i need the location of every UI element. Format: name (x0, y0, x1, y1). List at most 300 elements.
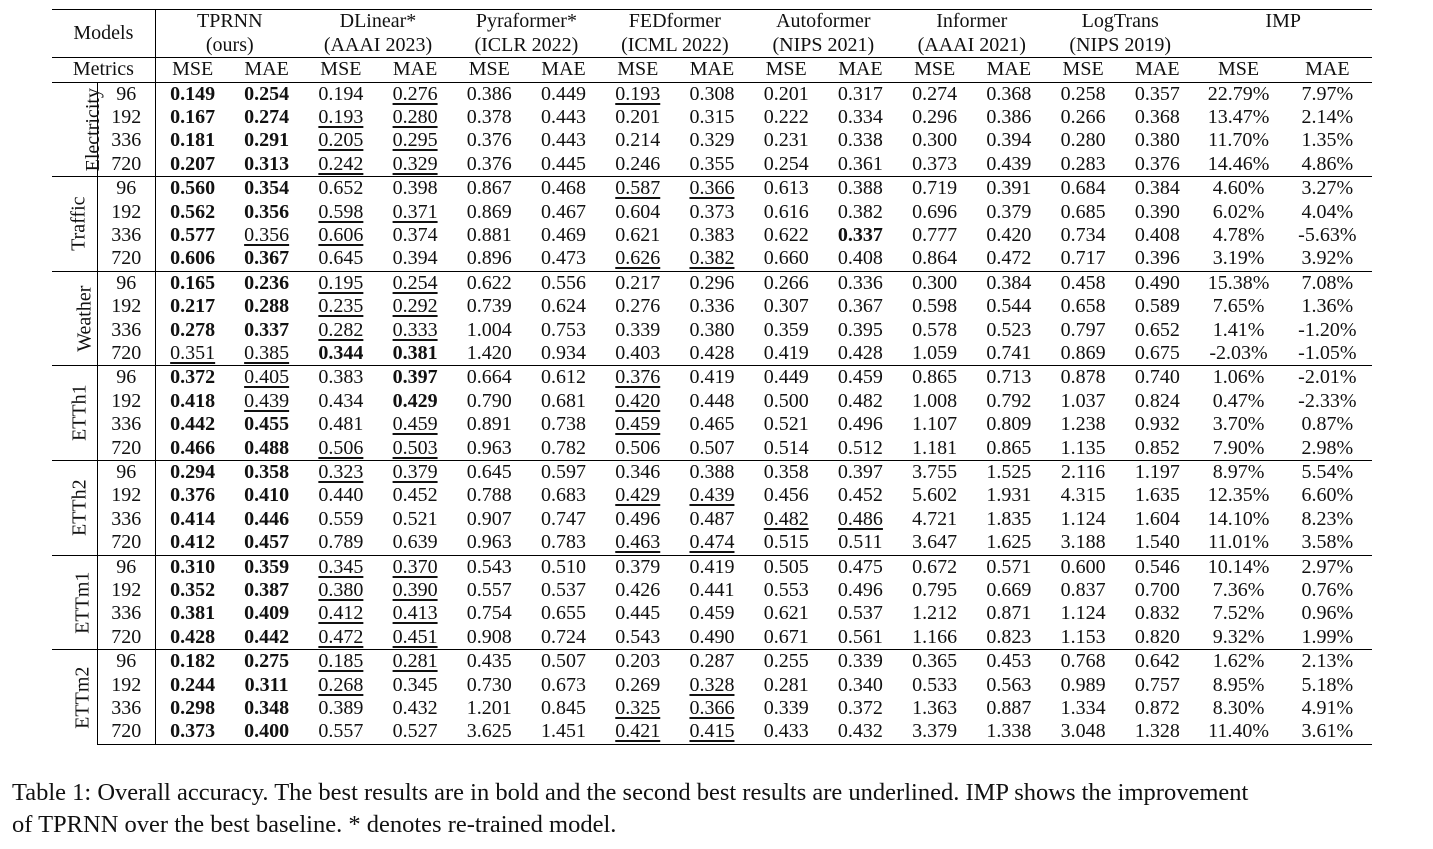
value-cell (823, 319, 897, 342)
value-cell (1194, 697, 1282, 720)
table-row (52, 555, 1372, 579)
value-cell (675, 129, 749, 152)
value: 0.368 (986, 82, 1032, 105)
value-cell (230, 650, 304, 674)
value: 3.27% (1301, 177, 1354, 200)
second-best-value: 0.626 (615, 247, 661, 270)
value: 0.258 (1060, 82, 1106, 105)
best-value: 0.488 (244, 436, 290, 459)
value-cell (1120, 602, 1194, 625)
value-cell (452, 602, 526, 625)
value: 0.683 (541, 484, 587, 507)
value-cell (1120, 484, 1194, 507)
value: 0.443 (541, 129, 587, 152)
value-cell (749, 555, 823, 579)
value: 0.339 (837, 650, 883, 673)
value-cell (230, 153, 304, 177)
value-cell (675, 555, 749, 579)
value: 0.394 (986, 129, 1032, 152)
value-cell (823, 508, 897, 531)
value-cell (155, 413, 229, 436)
table-row (52, 106, 1372, 129)
value-cell (972, 461, 1046, 485)
value-cell (230, 295, 304, 318)
value: 0.388 (689, 461, 735, 483)
horizon-cell: 720 (97, 247, 155, 271)
model-header: FEDformer (ICML 2022) (601, 10, 749, 58)
value: 0.217 (615, 271, 661, 294)
value: 2.97% (1301, 555, 1354, 578)
value-cell (1046, 247, 1120, 271)
model-header: TPRNN (ours) (155, 10, 303, 58)
value: 0.287 (689, 650, 735, 673)
table-row (52, 201, 1372, 224)
second-best-value: 0.242 (318, 152, 364, 175)
value: 0.396 (1134, 247, 1180, 270)
value: 14.10% (1207, 507, 1270, 530)
value: 7.90% (1212, 436, 1265, 459)
best-value: 0.381 (392, 341, 438, 364)
value: 3.61% (1301, 720, 1354, 743)
value-cell (526, 413, 600, 436)
value-cell (1120, 531, 1194, 555)
model-header: Informer (AAAI 2021) (898, 10, 1046, 58)
value-cell (601, 271, 675, 295)
value-cell (898, 579, 972, 602)
value-cell (972, 153, 1046, 177)
value: 0.510 (541, 555, 587, 578)
value-cell (1120, 201, 1194, 224)
value-cell (898, 153, 972, 177)
value: 0.717 (1060, 247, 1106, 270)
value: 0.435 (466, 650, 512, 673)
value: 0.432 (837, 720, 883, 743)
second-best-value: 0.205 (318, 129, 364, 152)
metric-header: MAE (823, 58, 897, 83)
value-cell (452, 531, 526, 555)
value: 0.397 (837, 461, 883, 483)
value-cell (1194, 177, 1282, 201)
value-cell (601, 531, 675, 555)
value: 0.669 (986, 579, 1032, 602)
value-cell (823, 153, 897, 177)
value: 0.433 (763, 720, 809, 743)
best-value: 0.356 (244, 200, 290, 223)
value-cell (675, 720, 749, 744)
second-best-value: 0.281 (392, 650, 438, 673)
second-best-value: 0.587 (615, 177, 661, 200)
value: 0.559 (318, 507, 364, 530)
value-cell (972, 106, 1046, 129)
value-cell (1120, 106, 1194, 129)
second-best-value: 0.328 (689, 673, 735, 696)
value: 0.490 (1134, 271, 1180, 294)
value-cell (601, 177, 675, 201)
second-best-value: 0.235 (318, 295, 364, 318)
value-cell (378, 319, 452, 342)
value-cell (1194, 106, 1282, 129)
value-cell (526, 106, 600, 129)
value: 4.86% (1301, 152, 1354, 175)
value: 0.300 (912, 129, 958, 152)
value-cell (304, 555, 378, 579)
value: 3.92% (1301, 247, 1354, 270)
value: 0.738 (541, 413, 587, 436)
value-cell (526, 674, 600, 697)
value-cell (304, 224, 378, 247)
dataset-label (52, 177, 97, 272)
value-cell (304, 342, 378, 366)
value-cell (1120, 82, 1194, 106)
second-best-value: 0.376 (615, 366, 661, 389)
dataset-name: Weather (73, 285, 96, 352)
value: 0.507 (689, 436, 735, 459)
value: 0.546 (1134, 555, 1180, 578)
value: 0.420 (986, 223, 1032, 246)
value: 0.266 (1060, 105, 1106, 128)
second-best-value: 0.329 (392, 152, 438, 175)
value: 8.23% (1301, 507, 1354, 530)
value: 1.166 (912, 625, 958, 648)
value: 1.059 (912, 341, 958, 364)
value-cell (601, 555, 675, 579)
value-cell (823, 531, 897, 555)
value-cell (1283, 531, 1372, 555)
value: 0.652 (1134, 318, 1180, 341)
value-cell (601, 201, 675, 224)
value-cell (526, 129, 600, 152)
best-value: 0.455 (244, 413, 290, 436)
second-best-value: 0.268 (318, 673, 364, 696)
horizon-cell: 336 (97, 508, 155, 531)
value: 0.571 (986, 555, 1032, 578)
value-cell (1046, 153, 1120, 177)
value-cell (230, 106, 304, 129)
value-cell (378, 720, 452, 744)
value: 0.621 (763, 602, 809, 625)
value-cell (1120, 224, 1194, 247)
value: 0.754 (466, 602, 512, 625)
value: 4.91% (1301, 697, 1354, 720)
value-cell (230, 177, 304, 201)
value-cell (452, 366, 526, 390)
results-table (52, 9, 1372, 745)
value: 0.276 (615, 295, 661, 318)
best-value: 0.310 (170, 555, 216, 578)
value-cell (823, 247, 897, 271)
horizon-cell: 96 (97, 177, 155, 201)
value-cell (526, 247, 600, 271)
second-best-value: 0.385 (244, 341, 290, 364)
value-cell (749, 247, 823, 271)
value: 0.753 (541, 318, 587, 341)
table-row (52, 413, 1372, 436)
horizon-cell: 192 (97, 674, 155, 697)
value: 0.896 (466, 247, 512, 270)
value: 0.557 (318, 720, 364, 743)
value-cell (304, 319, 378, 342)
best-value: 0.397 (392, 366, 438, 389)
value: 0.403 (615, 341, 661, 364)
metric-header: MAE (526, 58, 600, 83)
value: 0.408 (1134, 223, 1180, 246)
value: 3.647 (912, 531, 958, 554)
table-row (52, 177, 1372, 201)
second-best-value: 0.413 (392, 602, 438, 625)
value: 0.300 (912, 271, 958, 294)
value-cell (155, 555, 229, 579)
second-best-value: 0.474 (689, 531, 735, 554)
value-cell (452, 82, 526, 106)
value: 0.845 (541, 697, 587, 720)
value-cell (378, 650, 452, 674)
value-cell (230, 366, 304, 390)
value-cell (749, 177, 823, 201)
value-cell (823, 579, 897, 602)
value-cell (972, 342, 1046, 366)
best-value: 0.457 (244, 531, 290, 554)
value-cell (230, 720, 304, 744)
value-cell (675, 437, 749, 461)
value-cell (1283, 720, 1372, 744)
value-cell (1283, 484, 1372, 507)
value-cell (1046, 720, 1120, 744)
dataset-name: Electricity (81, 87, 104, 171)
value-cell (1120, 153, 1194, 177)
value: 0.673 (541, 673, 587, 696)
value: 0.777 (912, 223, 958, 246)
value-cell (1046, 224, 1120, 247)
value: 0.739 (466, 295, 512, 318)
value-cell (1194, 271, 1282, 295)
value: 0.201 (615, 105, 661, 128)
value: 0.820 (1134, 625, 1180, 648)
value: 0.443 (541, 105, 587, 128)
value-cell (601, 508, 675, 531)
value: 0.622 (763, 223, 809, 246)
value-cell (1283, 177, 1372, 201)
value-cell (601, 579, 675, 602)
value-cell (1194, 720, 1282, 744)
value-cell (601, 626, 675, 650)
value-cell (972, 201, 1046, 224)
value: 0.419 (689, 366, 735, 389)
value-cell (972, 295, 1046, 318)
value-cell (155, 602, 229, 625)
second-best-value: 0.439 (689, 484, 735, 507)
value-cell (526, 579, 600, 602)
value-cell (155, 366, 229, 390)
horizon-cell: 96 (97, 555, 155, 579)
value: 1.36% (1301, 295, 1354, 318)
value-cell (675, 82, 749, 106)
value: 0.724 (541, 625, 587, 648)
table-row (52, 697, 1372, 720)
horizon-cell: 192 (97, 484, 155, 507)
value: 0.266 (763, 271, 809, 294)
value: 0.380 (689, 318, 735, 341)
value-cell (230, 342, 304, 366)
horizon-cell: 96 (97, 366, 155, 390)
value: 7.52% (1212, 602, 1265, 625)
value-cell (1046, 271, 1120, 295)
metric-header: MSE (155, 58, 229, 83)
value-cell (304, 626, 378, 650)
best-value: 0.275 (244, 650, 290, 673)
value-cell (749, 342, 823, 366)
value: 0.740 (1134, 366, 1180, 389)
value-cell (898, 295, 972, 318)
value-cell (972, 650, 1046, 674)
value-cell (675, 247, 749, 271)
value-cell (1194, 366, 1282, 390)
value-cell (452, 626, 526, 650)
value-cell (749, 129, 823, 152)
value: 0.622 (466, 271, 512, 294)
value: 1.238 (1060, 413, 1106, 436)
value-cell (304, 579, 378, 602)
value: 0.448 (689, 389, 735, 412)
value-cell (972, 177, 1046, 201)
value: 2.13% (1301, 650, 1354, 673)
value-cell (898, 674, 972, 697)
value: 0.382 (837, 200, 883, 223)
value: 0.379 (615, 555, 661, 578)
value: 0.783 (541, 531, 587, 554)
value-cell (378, 129, 452, 152)
value: 1.153 (1060, 625, 1106, 648)
value-cell (230, 390, 304, 413)
value: 0.664 (466, 366, 512, 389)
value-cell (601, 342, 675, 366)
value-cell (972, 247, 1046, 271)
value-cell (1120, 129, 1194, 152)
value-cell (304, 295, 378, 318)
second-best-value: 0.195 (318, 271, 364, 294)
value-cell (452, 295, 526, 318)
value: 0.339 (615, 318, 661, 341)
second-best-value: 0.382 (689, 247, 735, 270)
value-cell (675, 153, 749, 177)
value: 0.307 (763, 295, 809, 318)
best-value: 0.274 (244, 105, 290, 128)
value-cell (304, 271, 378, 295)
value-cell (675, 319, 749, 342)
second-best-value: 0.459 (392, 413, 438, 436)
value: 0.452 (837, 484, 883, 507)
value-cell (823, 413, 897, 436)
value: 0.671 (763, 625, 809, 648)
value-cell (601, 602, 675, 625)
value-cell (1194, 247, 1282, 271)
value-cell (1283, 626, 1372, 650)
value-cell (230, 224, 304, 247)
value-cell (601, 129, 675, 152)
second-best-value: 0.451 (392, 625, 438, 648)
second-best-value: 0.254 (392, 271, 438, 294)
value: 0.521 (763, 413, 809, 436)
value: 3.625 (466, 720, 512, 743)
value: 0.481 (318, 413, 364, 436)
value: 0.881 (466, 223, 512, 246)
value: 0.490 (689, 625, 735, 648)
value-cell (1046, 177, 1120, 201)
value-cell (1046, 484, 1120, 507)
metric-header: MAE (378, 58, 452, 83)
value-cell (749, 153, 823, 177)
horizon-cell: 192 (97, 579, 155, 602)
value-cell (1283, 437, 1372, 461)
value-cell (526, 390, 600, 413)
value-cell (749, 319, 823, 342)
second-best-value: 0.439 (244, 389, 290, 412)
value: 4.60% (1212, 177, 1265, 200)
imp-header: IMP (1194, 10, 1372, 58)
value-cell (452, 201, 526, 224)
table-row (52, 247, 1372, 271)
value: 3.70% (1212, 413, 1265, 436)
value-cell (1283, 342, 1372, 366)
value-cell (898, 390, 972, 413)
table-row (52, 461, 1372, 485)
value: 0.719 (912, 177, 958, 200)
value-cell (749, 697, 823, 720)
value-cell (378, 224, 452, 247)
dataset-name: ETTh1 (68, 384, 91, 442)
value-cell (823, 271, 897, 295)
value-cell (601, 153, 675, 177)
value-cell (1046, 342, 1120, 366)
value-cell (230, 531, 304, 555)
value-cell (1194, 201, 1282, 224)
value: 0.47% (1212, 389, 1265, 412)
value-cell (1194, 413, 1282, 436)
value-cell (452, 697, 526, 720)
value: 0.598 (912, 295, 958, 318)
value-cell (749, 674, 823, 697)
value-cell (304, 437, 378, 461)
value: 0.374 (392, 223, 438, 246)
value: 0.376 (466, 152, 512, 175)
value: 0.432 (392, 697, 438, 720)
value: 0.439 (986, 152, 1032, 175)
value: 1.004 (466, 318, 512, 341)
value-cell (304, 366, 378, 390)
value-cell (452, 106, 526, 129)
value: 1.540 (1134, 531, 1180, 554)
value: 0.869 (466, 200, 512, 223)
value-cell (823, 390, 897, 413)
value: 0.963 (466, 531, 512, 554)
value-cell (1283, 697, 1372, 720)
value: 0.527 (392, 720, 438, 743)
value-cell (155, 177, 229, 201)
best-value: 0.354 (244, 177, 290, 200)
value-cell (972, 413, 1046, 436)
value-cell (378, 697, 452, 720)
value-cell (1046, 295, 1120, 318)
value-cell (1194, 319, 1282, 342)
second-best-value: 0.472 (318, 625, 364, 648)
value-cell (526, 201, 600, 224)
value-cell (1283, 602, 1372, 625)
value-cell (1283, 413, 1372, 436)
value-cell (749, 413, 823, 436)
value-cell (749, 224, 823, 247)
value: 0.428 (837, 341, 883, 364)
second-best-value: 0.486 (837, 507, 883, 530)
value-cell (601, 720, 675, 744)
